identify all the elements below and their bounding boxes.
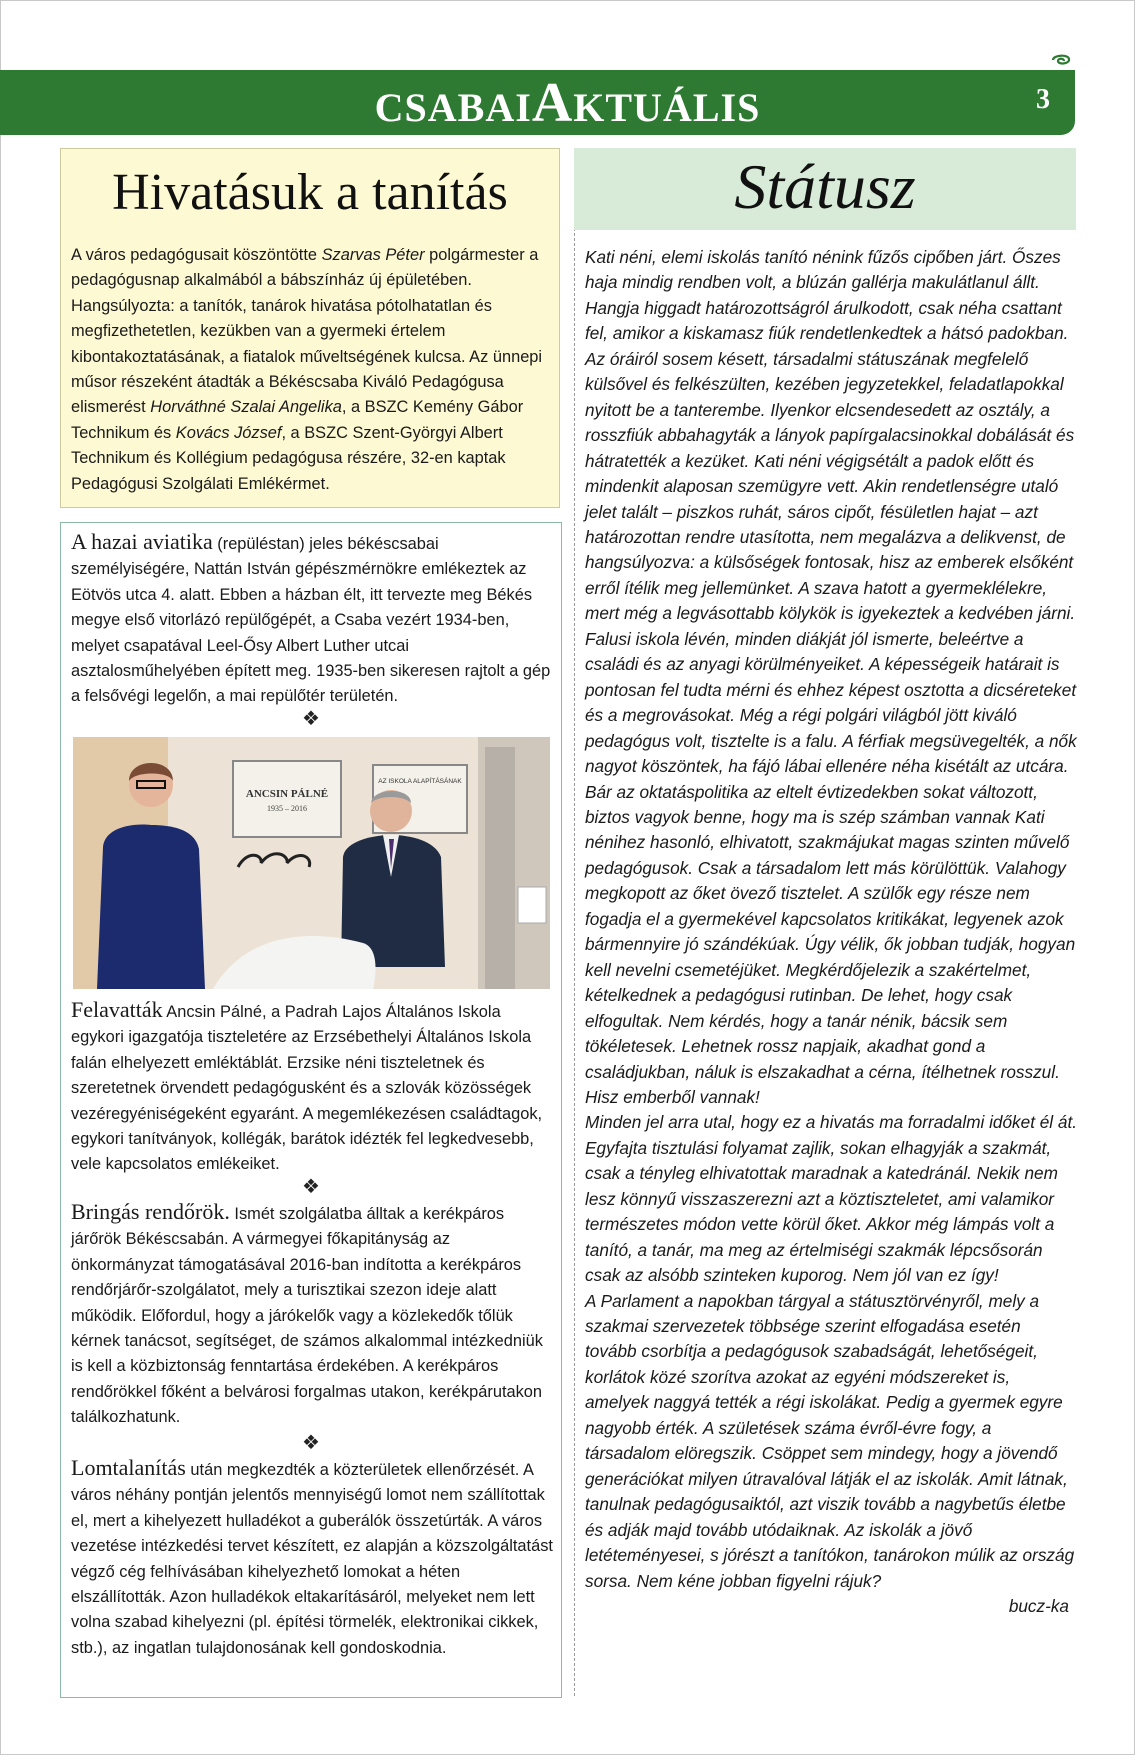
news-text: után megkezdték a közterületek ellenőrzését. A város néhány pontján jelentős mennyiségű lomot nem szállítottak el, mert a kihelyezett hulladékot a guberálók összetúrták. A város vezetése intézkedési tervet készített, ez alapján a közszolgáltatást végző cég felhívásában kihelyezhető lomokat a héten elszállították. Azon hulladékok eltakarításáról, melyeket nem lett volna szabad kihelyezni (pl. építési törmelék, elektronikai cikkek, stb.), az ingatlan tulajdonosának kell gondoskodnia. — [71, 1461, 553, 1657]
photo-plaque-right-title: AZ ISKOLA ALAPÍTÁSÁNAK — [378, 778, 462, 785]
main-article-text-1: A város pedagógusait köszöntötte — [71, 246, 322, 264]
photo-plaque-left-title: ANCSIN PÁLNÉ — [245, 788, 329, 800]
news-lead: Felavatták — [71, 997, 163, 1022]
status-paragraph: A Parlament a napokban tárgyal a státusztörvényről, mely a szakmai szervezetek többsége szerint elfogadása esetén tovább csorbítja a pedagógusok szabadságát, lehetőségeit, korlátok közé szorítva azokat az egyéni módszereket is, amelyek naggyá tették a régi iskolákat. Pedig a gyermek egyre nagyobb érték. A születések száma évről-évre fogy, a társadalom elöregszik. Csöppet sem mindegy, hogy a jövendő generációkat milyen útravalóval látják el az iskolák. Amit látnak, tanulnak pedagógusaiktól, azt viszik tovább a nagybetűs életbe és adják majd tovább utódaiknak. Az iskolák a jövő letéteményesei, s jórészt a tanítókon, tanárokon múlik az ország sorsa. Nem kéne jobban figyelni rájuk? — [585, 1290, 1075, 1591]
magazine-title — [0, 72, 1135, 148]
main-article-box — [60, 148, 560, 508]
news-box — [60, 522, 562, 1698]
magazine-title-part3: KTUÁLIS — [573, 85, 761, 130]
swirl-ornament-icon — [1050, 52, 1072, 68]
column-divider — [574, 148, 575, 1696]
photo-plaque-left-years: 1935 – 2016 — [267, 804, 307, 813]
news-item-bike-police — [71, 1199, 553, 1431]
status-header — [574, 148, 1076, 230]
status-paragraph: Minden jel arra utal, hogy ez a hivatás ma forradalmi időket él át. Egyfajta tisztulási folyamat zajlik, sokan elhagyják a szakmát, csak a tényleg elhivatottak maradnak a katedránál. Nekik nem lesz könnyű visszaszerezni azt a köztiszteletet, ami valamikor természetes módon vette körül őket. Akkor még lámpás volt a tanító, a tanár, ma meg az értelmiségi szakmák lépcsősorán csak az alsóbb szinteken kuporog. Nem jól van ez így! — [585, 1112, 1078, 1286]
status-paragraph: Kati néni, elemi iskolás tanító nénink fűzős cipőben járt. Őszes haja mindig rendben volt, a blúzán gallérja makulátlanul állt. Hangja higgadt határozottságról árulkodott, csak néha csattant fel, amikor a kiskamasz fiúk rendetlenkedtek a hátsó padokban. Az óráiról sosem késett, társadalmi státuszának megfelelő külsővel és felkészülten, kezében jegyzetekkel, feladatlapokkal nyitott be a tanterembe. Ilyenkor elcsendesedett az osztály, a rosszfiúk abbahagyták a lányok papírgalacsinokkal dobálását és hátratették a kezüket. Kati néni végigsétált a padok előtt és mindenkit alaposan szemügyre vett. Akin rendetlenségre utaló jelet talált – piszkos ruhát, sáros cipőt, fésületlen hajat – azt határozottan rendre utasította, nem megalázva a delikvenst, de hangsúlyozva: a külsőségek fontosak, hisz az emberek elsőként erről ítélik meg jellemünket. A szava hatott a gyermeklélekre, mert még a legvásottabb kölykök is igyekeztek a kedvében járni. Falusi iskola lévén, minden diákját jól ismerte, beleértve a családi és az anyagi körülményeiket. A képességeik határait is pontosan fel tudta mérni és ehhez képest osztotta a dicséreteket és a megrovásokat. Még a régi polgári világból jött kiváló pedagógus volt, tisztelte is a falu. A férfiak megsüvegelték, a nők nagyot köszöntek, ha fájó lábai ellenére néha kisétált az utcára. — [585, 247, 1077, 777]
news-item-plaque — [71, 997, 553, 1178]
page-number: 3 — [1036, 84, 1050, 115]
status-article-body — [585, 245, 1077, 1619]
news-item-cleanup — [71, 1455, 553, 1661]
separator-diamond-icon: ❖ — [302, 1176, 320, 1198]
main-article-text-3: , a BSZC Kemény Gábor Technikum és — [71, 398, 524, 442]
news-text: Ancsin Pálné, a Padrah Lajos Általános Iskola egykori igazgatója tiszteletére az Erzsébethelyi Általános Iskola falán elhelyezett emléktáblát. Erzsike néni tiszteletnek és szeretetnek örvendett pedagógusként és a szlovák közösségek vezéregyéniségeként egyaránt. A megemlékezésen családtagok, egykori tanítványok, kollégák, barátok idézték fel legkedvesebb, vele kapcsolatos emlékeiket. — [71, 1003, 543, 1174]
photo-plaque-unveiling — [73, 737, 550, 989]
main-article-name-3: Kovács József — [175, 423, 282, 442]
news-text: Ismét szolgálatba álltak a kerékpáros járőrök Békéscsabán. A vármegyei főkapitányság az önkormányzat támogatásával 2016-ban indította a kerékpáros rendőrjárőr-szolgálatot, mely a turisztikai szezon ideje alatt működik. Előfordul, hogy a járókelők vagy a közlekedők tőlük kérnek tanácsot, segítséget, de számos alkalommal intézkedniük is kell a közbiztonság fenntartása érdekében. A kerékpáros rendőrökkel főként a belvárosi forgalmas utakon, kerékpárutakon találkozhatunk. — [71, 1205, 543, 1427]
main-article-text-4: , a BSZC Szent-Györgyi Albert Technikum és Kollégium pedagógusa részére, 32-en kaptak Pedagógusi Szolgálati Emlékérmet. — [71, 423, 506, 493]
separator-diamond-icon: ❖ — [302, 1432, 320, 1454]
main-article-title: Hivatásuk a tanítás — [112, 164, 508, 221]
main-article-name-2: Horváthné Szalai Angelika — [150, 398, 342, 417]
status-paragraph: Bár az oktatáspolitika az eltelt évtizedekben sokat változott, biztos vagyok benne, hogy ma is szép számban vannak Kati nénihez hasonló, elhivatott, szakmájukat magas szinten művelő pedagógusok. Csak a társadalom lett más körülöttük. Valahogy megkopott az őket övező tisztelet. A szülők egy része nem fogadja el a gyermekével kapcsolatos kritikákat, legyenek azok bármennyire jó szándékúak. Úgy vélik, ők jobban tudják, hogyan kell nevelni csemetéjüket. Megkérdőjelezik a szakértelmet, kételkednek a pedagógusi rutinban. De lehet, hogy csak elfogultak. Nem kérdés, hogy a tanár nénik, bácsik sem tökéletesek. Lehetnek rossz napjaik, akadhat gond a családjukban, náluk is elszakadhat a cérna, ítélhetnek rosszul. Hisz emberből vannak! — [585, 781, 1076, 1107]
main-article-body — [71, 243, 551, 497]
magazine-title-part1: CSABAI — [374, 85, 532, 130]
photo-illustration — [73, 737, 550, 989]
news-lead: A hazai aviatika — [71, 529, 213, 554]
main-article-name-1: Szarvas Péter — [321, 246, 425, 264]
news-text: (repüléstan) jeles békéscsabai személyiségére, Nattán István gépészmérnökre emlékeztek az Eötvös utca 4. alatt. Ebben a házban élt, itt tervezte meg Békés megye első vitorlázó repülőgépét, a Csaba vezért 1934-ben, melyet csapatával Leel-Ősy Albert Luther utcai asztalosműhelyében épített meg. 1935-ben sikeresen rajtolt a gép a felsővégi legelőn, a mai repülőtér területén. — [71, 535, 551, 706]
status-title: Státusz — [734, 151, 916, 222]
status-signature: bucz-ka — [1008, 1596, 1069, 1617]
main-article-text-2: polgármester a pedagógusnap alkalmából a bábszínház új épületében. Hangsúlyozta: a tanítók, tanárok hivatása pótolhatatlan és megfizethetetlen, kezükben van a gyermeki értelem kibontakoztatásának, a fiatalok műveltségének kulcsa. Az ünnepi műsor részeként átadták a Békéscsaba Kiváló Pedagógusa elismerést — [71, 246, 543, 417]
separator-diamond-icon: ❖ — [302, 708, 320, 730]
news-item-aviation — [71, 529, 553, 710]
magazine-title-part2: A — [531, 72, 574, 134]
news-lead: Lomtalanítás — [71, 1455, 186, 1480]
news-lead: Bringás rendőrök. — [71, 1199, 230, 1224]
